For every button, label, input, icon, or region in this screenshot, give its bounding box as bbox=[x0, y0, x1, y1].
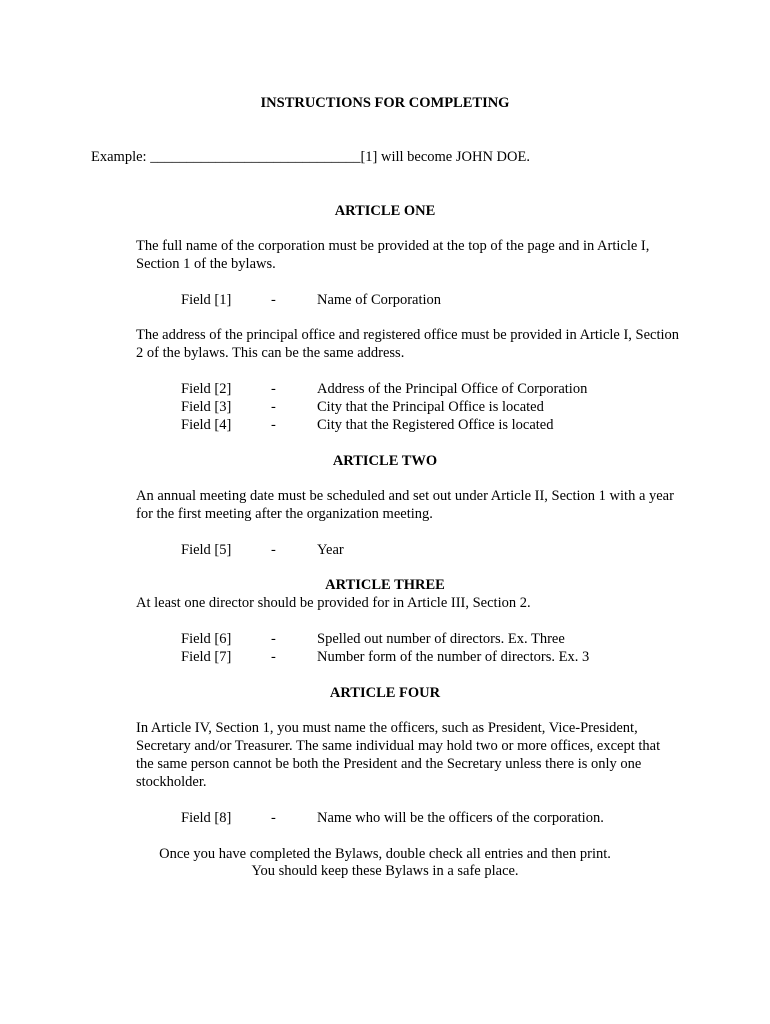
field-dash: - bbox=[271, 631, 276, 647]
field-dash: - bbox=[271, 417, 276, 433]
field-label: Field [4] bbox=[181, 417, 232, 433]
article-one-heading: ARTICLE ONE bbox=[334, 203, 436, 219]
field-description: Address of the Principal Office of Corporation bbox=[317, 381, 588, 397]
article-three-heading: ARTICLE THREE bbox=[325, 577, 445, 593]
field-label: Field [1] bbox=[181, 292, 232, 308]
field-label: Field [3] bbox=[181, 399, 232, 415]
field-label: Field [7] bbox=[181, 649, 232, 665]
field-dash: - bbox=[271, 810, 276, 826]
article-four-heading: ARTICLE FOUR bbox=[329, 685, 441, 701]
closing-line-1: Once you have completed the Bylaws, double check all entries and then print. bbox=[159, 846, 611, 862]
article-two-paragraph: An annual meeting date must be scheduled and set out under Article II, Section 1 with a year for the first meeting after the organization meeting. bbox=[136, 488, 674, 522]
field-label: Field [6] bbox=[181, 631, 232, 647]
field-description: City that the Registered Office is located bbox=[317, 417, 554, 433]
article-one-paragraph-1: The full name of the corporation must be provided at the top of the page and in Article I, Section 1 of the bylaws. bbox=[136, 238, 650, 272]
article-two-heading: ARTICLE TWO bbox=[332, 453, 438, 469]
field-label: Field [2] bbox=[181, 381, 232, 397]
document-title: INSTRUCTIONS FOR COMPLETING bbox=[260, 95, 510, 111]
field-description: Spelled out number of directors. Ex. Three bbox=[317, 631, 565, 647]
field-description: Number form of the number of directors. Ex. 3 bbox=[317, 649, 590, 665]
article-four-paragraph: In Article IV, Section 1, you must name the officers, such as President, Vice-President, Secretary and/or Treasurer. The same individual may hold two or more offices, except that the same person cannot be both the President and the Secretary unless there is only one stockholder. bbox=[136, 720, 661, 790]
field-label: Field [5] bbox=[181, 542, 232, 558]
field-dash: - bbox=[271, 399, 276, 415]
field-dash: - bbox=[271, 649, 276, 665]
field-dash: - bbox=[271, 381, 276, 397]
closing-line-2: You should keep these Bylaws in a safe place. bbox=[251, 863, 519, 879]
field-label: Field [8] bbox=[181, 810, 232, 826]
example-line: Example: _____________________________[1] will become JOHN DOE. bbox=[91, 149, 530, 165]
field-dash: - bbox=[271, 542, 276, 558]
article-one-paragraph-2: The address of the principal office and registered office must be provided in Article I, Section 2 of the bylaws. This can be the same address. bbox=[136, 327, 680, 361]
field-dash: - bbox=[271, 292, 276, 308]
field-description: City that the Principal Office is located bbox=[317, 399, 544, 415]
article-three-paragraph: At least one director should be provided for in Article III, Section 2. bbox=[136, 595, 531, 611]
field-description: Year bbox=[317, 542, 344, 558]
field-description: Name who will be the officers of the corporation. bbox=[317, 810, 604, 826]
field-description: Name of Corporation bbox=[317, 292, 442, 308]
